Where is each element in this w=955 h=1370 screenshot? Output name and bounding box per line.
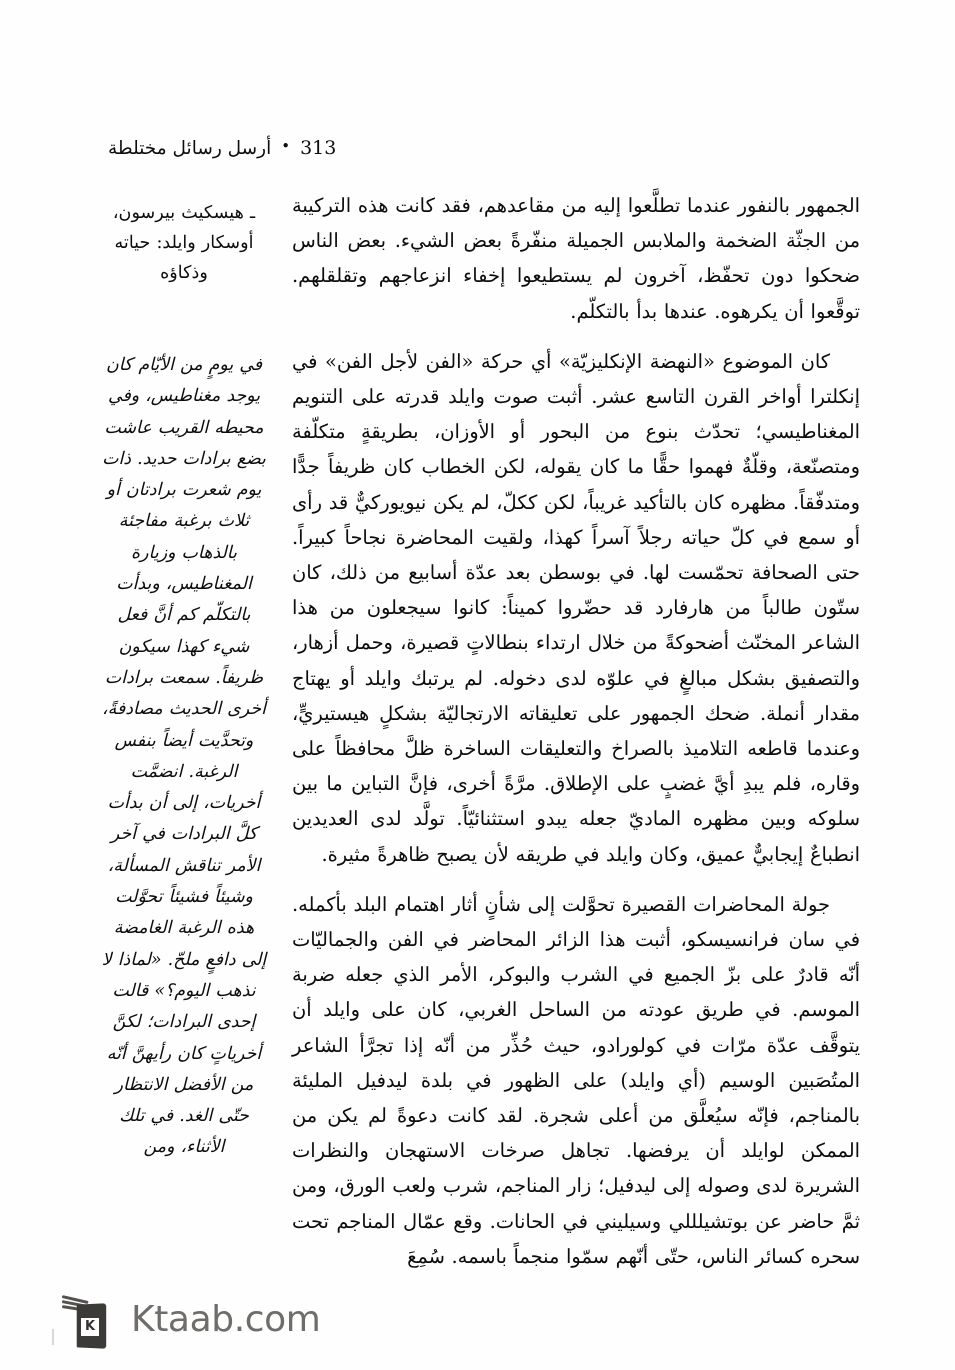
running-head [108,133,528,163]
quote-attribution: ـ هيسكيث بيرسون، أوسكار وايلد: حياته وذكاؤه [112,203,256,283]
main-text-column [292,188,860,1274]
watermark-site-name: Ktaab.com [131,1298,321,1340]
sidebar-story: في يومٍ من الأيّام كان يوجد مغناطيس، وفي محيطه القريب عاشت بضع برادات حديد. ذات يوم شعرت برادتان أو ثلاث برغبة مفاجئة بالذهاب وزيارة المغناطيس، وبدأت بالتكلّم كم أنَّ فعل شيء كهذا سيكون ظريفاً. سمعت برادات أخرى الحديث مصادفةً، وتحدَّيت أيضاً بنفس الرغبة. انضمَّت أخريات، إلى أن بدأت كلَّ البرادات في آخر الأمر تناقش المسألة، وشيئاً فشيئاً تحوَّلت هذه الرغبة الغامضة إلى دافعٍ ملحّ. «لماذا لا نذهب اليوم؟» قالت إحدى البرادات؛ لكنَّ أخرياتٍ كان رأيهنَّ أنّه من الأفضل الانتظار حتّى الغد. في تلك الأثناء، ومن [101,355,267,1158]
page-number: 313 [300,137,337,159]
body-paragraph: جولة المحاضرات القصيرة تحوَّلت إلى شأنٍ أثار اهتمام البلد بأكمله. في سان فرانسيسكو، أثبت هذا الزائر المحاضر في الفن والجماليّات أنّه قادرٌ على بزّ الجميع في الشرب والبوكر، الأمر الذي جعله ضربة الموسم. في طريق عودته من الساحل الغربي، كان على وايلد أن يتوقَّف عدّة مرّات في كولورادو، حيث حُذِّر من أنّه إذا تجرَّأ الشاعر المتُصَبين الوسيم (أي وايلد) على الظهور في بلدة ليدفيل المليئة بالمناجم، فإنّه سيُعلَّق من أعلى شجرة. لقد كانت دعوةً لم يكن من الممكن لوايلد أن يرفضها. تجاهل صرخات الاستهجان والنظرات الشريرة لدى وصوله إلى ليدفيل؛ زار المناجم، شرب ولعب الورق، ومن ثمَّ حاضر عن بوتشيلللي وسيليني في الحانات. وقع عمّال المناجم تحت سحره كسائر الناس، حتّى أنّهم سمّوا منجماً باسمه. سُمِعَ [292,892,860,1268]
body-paragraph: الجمهور بالنفور عندما تطلَّعوا إليه من مقاعدهم، فقد كانت هذه التركيبة من الجثّة الضخمة والملابس الجميلة منفّرةً بعض الشيء. بعض الناس ضحكوا دون تحفّظ، آخرون لم يستطيعوا إخفاء انزعاجهم وتقلقلهم. توقَّعوا أن يكرهوه. عندها بدأ بالتكلّم. [292,194,860,323]
watermark-tick-mark [52,1329,54,1345]
ktaab-watermark [62,1288,320,1350]
body-paragraph: كان الموضوع «النهضة الإنكليزيّة» أي حركة «الفن لأجل الفن» في إنكلترا أواخر القرن التاسع عشر. أثبت صوت وايلد قدرته على التنويم المغناطيسي؛ تحدّث بنوع من البحور أو الأوزان، بطريقةٍ متكلّفة ومتصنّعة، وقلّةٌ فهموا حقًّا ما كان يقوله، لكن الخطاب كان ظريفاً جدًّا ومتدفّقاً. مظهره كان بالتأكيد غريباً، لكن ككلّ، لم يكن نيويوركيٌّ قد رأى أو سمع في كلّ حياته رجلاً آسراً كهذا، ولقيت المحاضرة نجاحاً كبيراً. حتى الصحافة تحمّست لها. في بوسطن بعد عدّة أسابيع من ذلك، كان ستّون طالباً من هارفارد قد حضّروا كميناً: كانوا سيجعلون من هذا الشاعر المخنّث أضحوكةً من خلال ارتداء بنطالاتٍ قصيرة، وحمل أزهار، والتصفيق بشكل مبالغٍ في علوّه لدى دخوله. لم يرتبك وايلد أو يهتاج مقدار أنملة. ضحك الجمهور على تعليقاته الارتجاليّة بشكلٍ هيستيريٍّ، وعندما قاطعه التلاميذ بالصراخ والتعليقات الساخرة ظلَّ محافظاً على وقاره، فلم يبدِ أيَّ غضبٍ على الإطلاق. مرَّةً أخرى، فإنَّ التباين ما بين سلوكه وبين مظهره الماديّ جعله يبدو استثنائيّاً. تولَّد لدى العديدين انطباعٌ إيجابيٌّ عميق، وكان وايلد في طريقه لأن يصبح ظاهرةً مثيرة. [292,349,860,866]
running-head-separator: • [281,136,291,155]
running-head-book-title: أرسل رسائل مختلطة [108,137,272,159]
book-icon-letter: K [81,1318,99,1336]
margin-column [100,188,268,1164]
book-icon [62,1288,120,1350]
page-content [100,188,860,1268]
